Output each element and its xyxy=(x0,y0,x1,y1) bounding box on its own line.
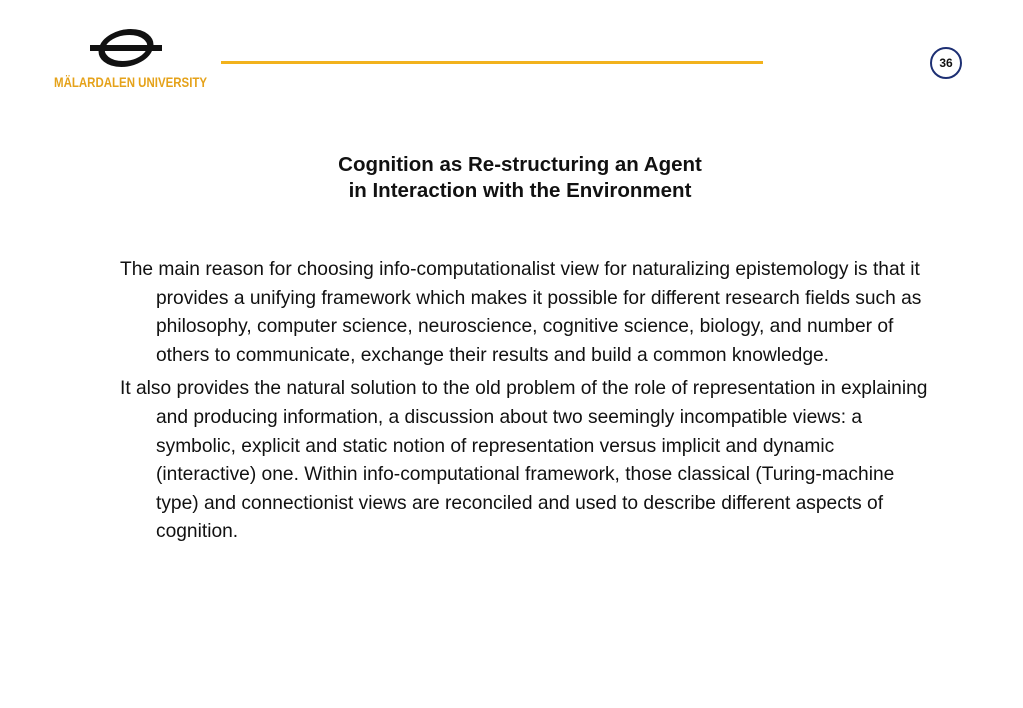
slide-title-line-1: Cognition as Re-structuring an Agent xyxy=(338,153,702,176)
body-paragraph-2: It also provides the natural solution to the old problem of the role of representation in explaining and producing information, a discussion about two seemingly incompatible views: a symbolic, explicit and static notion of representation versus implicit and dynamic (interactive) one. Within info-computational framework, those classical (Turing-machine type) and connectionist views are reconciled and used to describe different aspects of cognition. xyxy=(120,378,928,543)
university-emblem-icon xyxy=(90,28,162,68)
header-divider xyxy=(221,61,763,64)
slide-body xyxy=(120,256,938,552)
university-name: MÄLARDALEN UNIVERSITY xyxy=(54,74,208,90)
slide-title xyxy=(200,152,840,204)
page-number-badge: 36 xyxy=(930,47,962,79)
body-paragraph-1: The main reason for choosing info-computationalist view for naturalizing epistemology is that it provides a unifying framework which makes it possible for different research fields such as philosophy, computer science, neuroscience, cognitive science, biology, and number of others to communicate, exchange their results and build a common knowledge. xyxy=(120,259,922,366)
slide-title-line-2: in Interaction with the Environment xyxy=(348,179,692,202)
university-logo xyxy=(52,28,208,98)
